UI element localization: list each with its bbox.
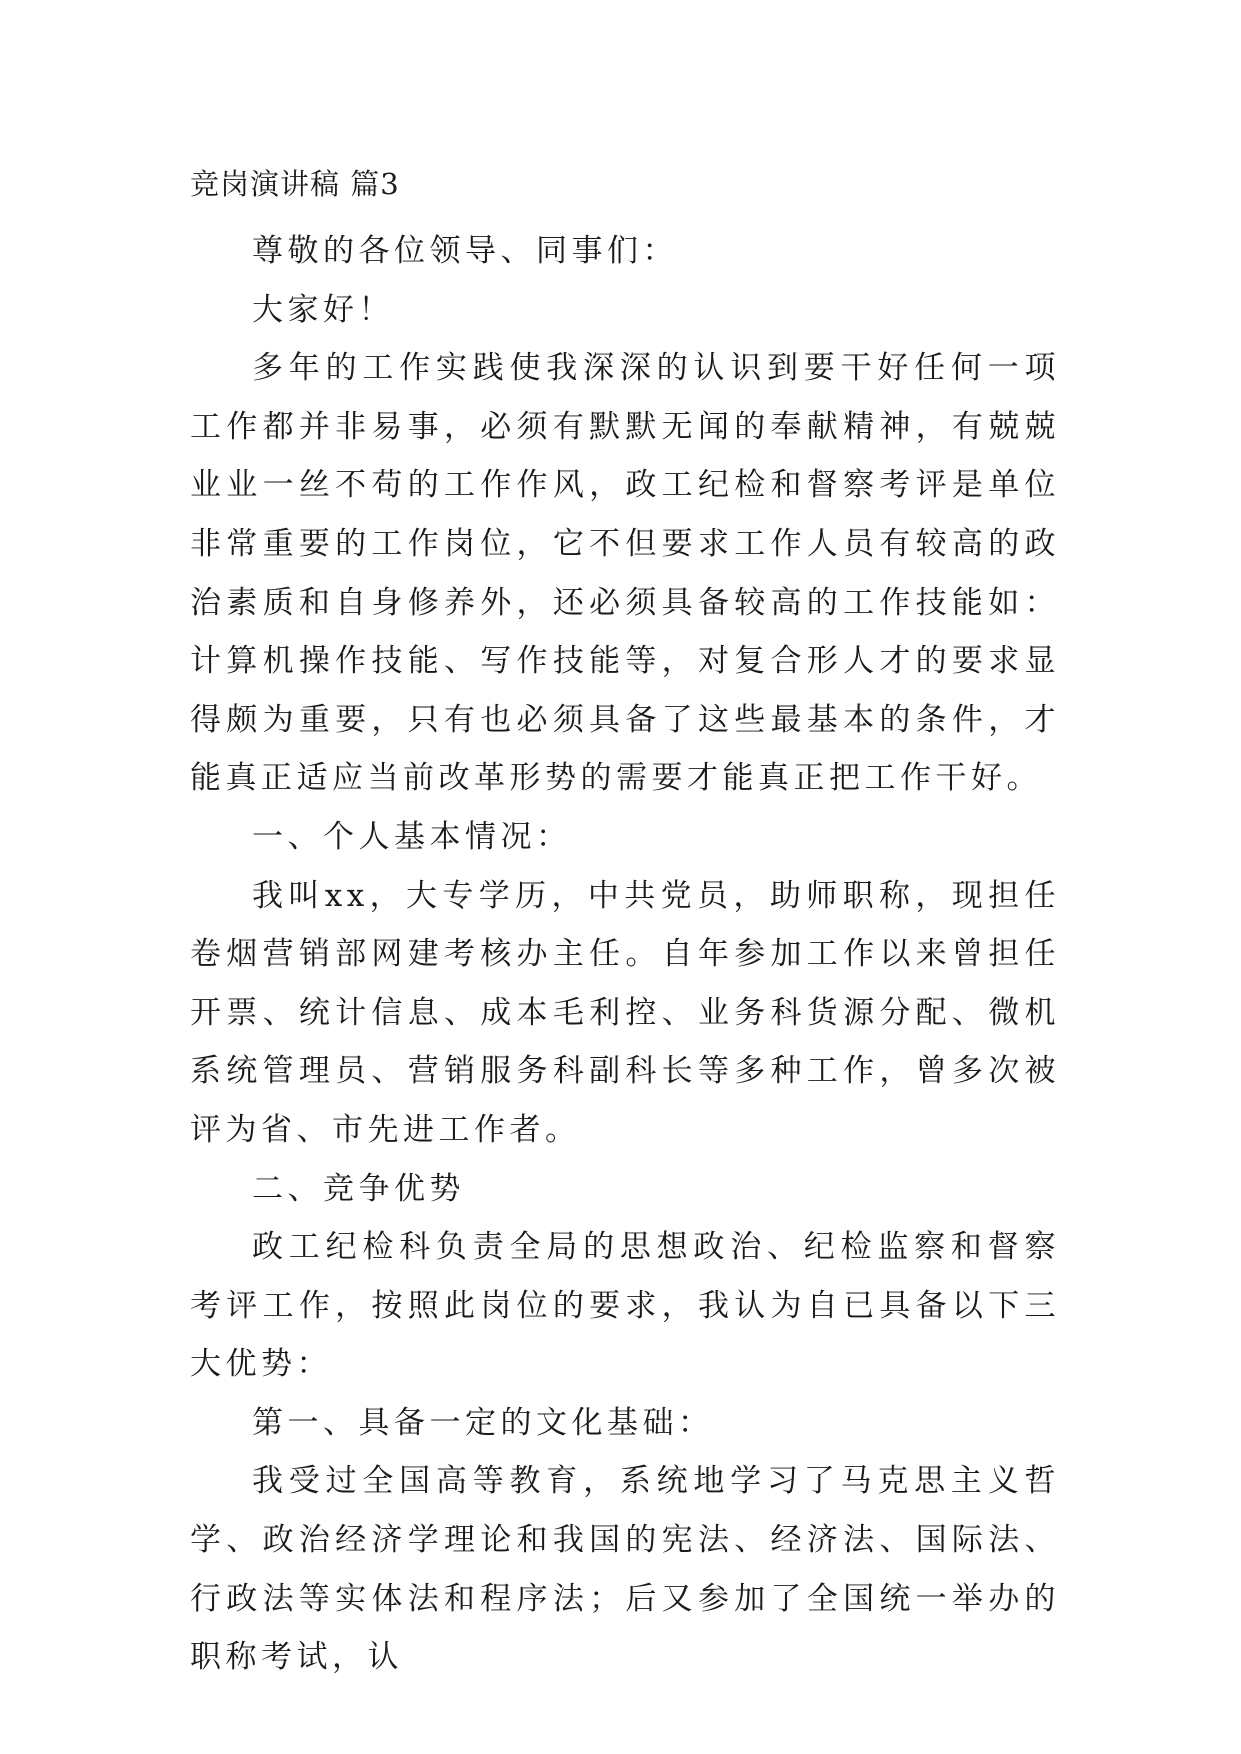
document-body (190, 222, 1060, 1687)
paragraph-advantages: 政工纪检科负责全局的思想政治、纪检监察和督察考评工作，按照此岗位的要求，我认为自已具备以下三大优势： (190, 1229, 1060, 1383)
section-heading-advantages: 二、竞争优势 (252, 1170, 465, 1207)
subheading-education: 第一、具备一定的文化基础： (252, 1404, 714, 1441)
paragraph-basic-info: 我叫xx，大专学历，中共党员，助师职称，现担任卷烟营销部网建考核办主任。自年参加工作以来曾担任开票、统计信息、成本毛利控、业务科货源分配、微机系统管理员、营销服务科副科长等多种工作，曾多次被评为省、市先进工作者。 (190, 877, 1060, 1148)
section-heading-basic-info: 一、个人基本情况： (252, 818, 572, 855)
paragraph-education: 我受过全国高等教育，系统地学习了马克思主义哲学、政治经济学理论和我国的宪法、经济法、国际法、行政法等实体法和程序法；后又参加了全国统一举办的职称考试，认 (190, 1463, 1060, 1676)
paragraph-intro: 多年的工作实践使我深深的认识到要干好任何一项工作都并非易事，必须有默默无闻的奉献精神，有兢兢业业一丝不苟的工作作风，政工纪检和督察考评是单位非常重要的工作岗位，它不但要求工作人员有较高的政治素质和自身修养外，还必须具备较高的工作技能如：计算机操作技能、写作技能等，对复合形人才的要求显得颇为重要，只有也必须具备了这些最基本的条件，才能真正适应当前改革形势的需要才能真正把工作干好。 (190, 350, 1060, 797)
paragraph-salutation: 尊敬的各位领导、同事们： (252, 233, 678, 269)
document-title: 竞岗演讲稿 篇3 (190, 167, 400, 201)
paragraph-greeting: 大家好！ (252, 291, 394, 328)
